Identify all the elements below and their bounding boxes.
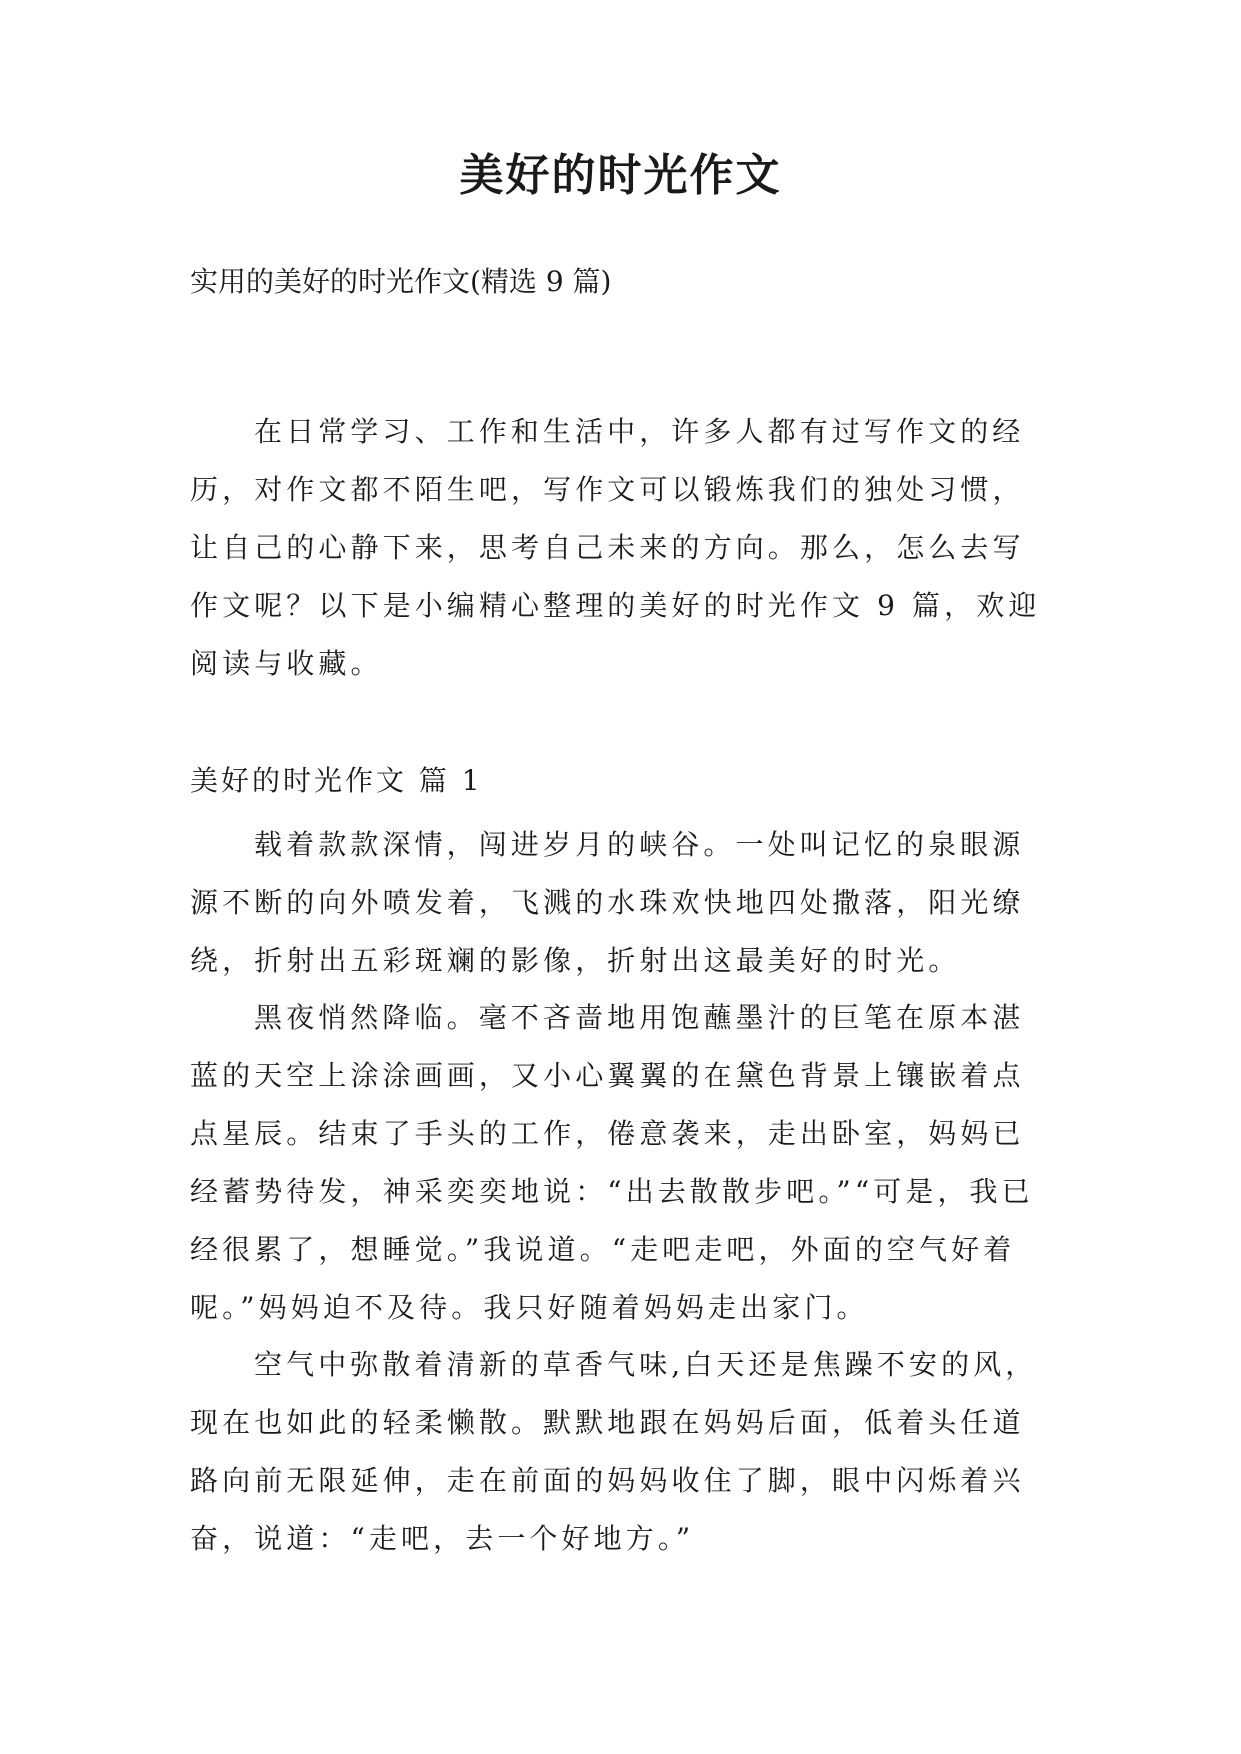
page-title: 美好的时光作文 bbox=[459, 150, 782, 201]
body-paragraph-1: 载着款款深情，闯进岁月的峡谷。一处叫记忆的泉眼源源不断的向外喷发着，飞溅的水珠欢快地四处撒落，阳光缭绕，折射出五彩斑斓的影像，折射出这最美好的时光。 bbox=[190, 828, 1025, 977]
intro-paragraph: 在日常学习、工作和生活中，许多人都有过写作文的经历，对作文都不陌生吧，写作文可以锻炼我们的独处习惯，让自己的心静下来，思考自己未来的方向。那么，怎么去写作文呢？以下是小编精心整理的美好的时光作文 9 篇，欢迎阅读与收藏。 bbox=[190, 415, 1041, 680]
section-heading: 美好的时光作文 篇 1 bbox=[190, 764, 483, 797]
body-paragraph-3: 空气中弥散着清新的草香气味,白天还是焦躁不安的风，现在也如此的轻柔懒散。默默地跟在妈妈后面，低着头任道路向前无限延伸，走在前面的妈妈收住了脚，眼中闪烁着兴奋，说道：“走吧，去一个好地方。” bbox=[190, 1348, 1038, 1555]
document-subtitle: 实用的美好的时光作文(精选 9 篇) bbox=[190, 265, 612, 298]
body-paragraph-2: 黑夜悄然降临。毫不吝啬地用饱蘸墨汁的巨笔在原本湛蓝的天空上涂涂画画，又小心翼翼的在黛色背景上镶嵌着点点星辰。结束了手头的工作，倦意袭来，走出卧室，妈妈已经蓄势待发，神采奕奕地说：“出去散散步吧。”“可是，我已经很累了，想睡觉。”我说道。“走吧走吧，外面的空气好着呢。”妈妈迫不及待。我只好随着妈妈走出家门。 bbox=[190, 1001, 1034, 1324]
